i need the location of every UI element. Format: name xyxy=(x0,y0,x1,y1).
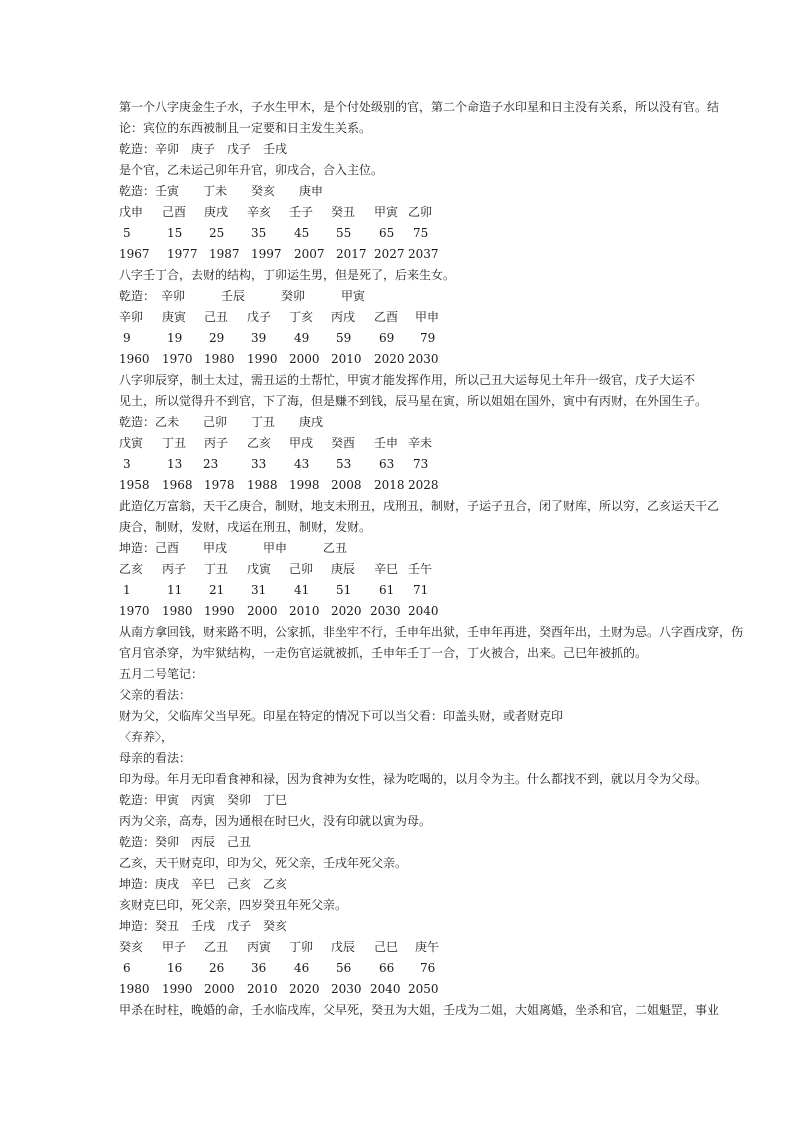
pillar-cell: 乙丑 xyxy=(204,940,229,954)
pillar-cell: 己酉 xyxy=(162,205,187,219)
year-cell: 1980 xyxy=(162,604,193,618)
text-line: 亥财克巳印，死父亲，四岁癸丑年死父亲。 xyxy=(119,898,348,912)
pillar-cell: 甲戌 xyxy=(289,436,314,450)
pillar-cell: 辛卯 xyxy=(119,310,144,324)
year-cell: 1978 xyxy=(204,478,235,492)
age-cell: 11 xyxy=(167,583,183,597)
text-line: 此造亿万富翁，天干乙庚合，制财，地支未刑丑，戌刑丑，制财，子运子丑合，闭了财库，所以穷，乙亥运天干乙 xyxy=(119,499,720,513)
age-cell: 66 xyxy=(379,961,395,975)
age-cell: 51 xyxy=(336,583,352,597)
chart-line: 乾造：乙未 己卯 丁丑 庚戌 xyxy=(119,415,324,429)
age-cell: 63 xyxy=(379,457,395,471)
pillar-cell: 乙酉 xyxy=(374,310,399,324)
text-line: 是个官，乙未运己卯年升官，卯戌合，合入主位。 xyxy=(119,163,384,177)
year-cell: 2037 xyxy=(408,247,439,261)
year-cell: 2028 xyxy=(408,478,439,492)
age-cell: 46 xyxy=(294,961,310,975)
pillar-cell: 壬申 xyxy=(374,436,399,450)
pillar-cell: 辛巳 xyxy=(374,562,399,576)
age-cell: 9 xyxy=(123,331,131,345)
text-line: 庚合，制财，发财，戌运在刑丑，制财，发财。 xyxy=(119,520,372,534)
chart-line: 乾造： 辛卯 壬辰 癸卯 甲寅 xyxy=(119,289,366,303)
text-line: 八字壬丁合，去财的结构，丁卯运生男，但是死了，后来生女。 xyxy=(119,268,456,282)
year-cell: 1990 xyxy=(162,982,193,996)
pillar-cell: 甲申 xyxy=(415,310,440,324)
age-cell: 29 xyxy=(209,331,225,345)
pillar-cell: 己丑 xyxy=(204,310,229,324)
year-cell: 1960 xyxy=(119,352,150,366)
pillar-cell: 戊寅 xyxy=(247,562,272,576)
year-cell: 1980 xyxy=(119,982,150,996)
pillar-cell: 壬子 xyxy=(289,205,314,219)
year-cell: 1970 xyxy=(119,604,150,618)
pillar-cell: 丙戌 xyxy=(331,310,356,324)
year-cell: 2020 xyxy=(374,352,405,366)
age-cell: 69 xyxy=(379,331,395,345)
pillar-cell: 壬午 xyxy=(408,562,433,576)
year-cell: 2017 xyxy=(336,247,367,261)
pillar-cell: 癸丑 xyxy=(331,205,356,219)
text-line: 财为父，父临库父当早死。印星在特定的情况下可以当父看：印盖头财，或者财克印 xyxy=(119,709,564,723)
pillar-cell: 戊寅 xyxy=(119,436,144,450)
year-cell: 1998 xyxy=(289,478,320,492)
year-cell: 2020 xyxy=(289,982,320,996)
chart-line: 坤造：庚戌 辛巳 己亥 乙亥 xyxy=(119,877,288,891)
pillar-cell: 丙子 xyxy=(162,562,187,576)
text-line: 甲杀在时柱，晚婚的命，壬水临戌库，父早死，癸丑为大姐，壬戌为二姐，大姐离婚，坐杀和官，二姐魁罡，事业 xyxy=(119,1003,720,1017)
year-cell: 2000 xyxy=(289,352,320,366)
age-cell: 35 xyxy=(251,226,267,240)
age-cell: 16 xyxy=(167,961,183,975)
year-cell: 2040 xyxy=(408,604,439,618)
pillar-cell: 戊辰 xyxy=(331,940,356,954)
section-heading: 母亲的看法： xyxy=(119,751,192,765)
age-cell: 3 xyxy=(123,457,131,471)
text-line: 见土，所以觉得升不到官，下了海，但是赚不到钱，辰马星在寅，所以姐姐在国外，寅中有丙财，在外国生子。 xyxy=(119,394,708,408)
age-cell: 71 xyxy=(413,583,429,597)
age-cell: 19 xyxy=(167,331,183,345)
text-line: 官月官杀穿，为牢狱结构，一走伤官运就被抓，壬申年壬丁一合，丁火被合，出来。己巳年被抓的。 xyxy=(119,646,648,660)
year-cell: 2010 xyxy=(247,982,278,996)
age-cell: 79 xyxy=(420,331,436,345)
age-cell: 55 xyxy=(336,226,352,240)
age-cell: 76 xyxy=(420,961,436,975)
age-cell: 31 xyxy=(251,583,267,597)
pillar-cell: 甲寅 xyxy=(374,205,399,219)
pillar-cell: 丁丑 xyxy=(204,562,229,576)
year-cell: 1980 xyxy=(204,352,235,366)
age-cell: 56 xyxy=(336,961,352,975)
year-cell: 1997 xyxy=(251,247,282,261)
age-cell: 43 xyxy=(294,457,310,471)
pillar-cell: 癸酉 xyxy=(331,436,356,450)
pillar-cell: 乙亥 xyxy=(119,562,144,576)
year-cell: 2050 xyxy=(408,982,439,996)
year-cell: 2018 xyxy=(374,478,405,492)
year-cell: 2008 xyxy=(331,478,362,492)
age-cell: 73 xyxy=(413,457,429,471)
pillar-cell: 戊子 xyxy=(247,310,272,324)
chart-line: 乾造：甲寅 丙寅 癸卯 丁巳 xyxy=(119,793,288,807)
pillar-cell: 辛未 xyxy=(408,436,433,450)
year-cell: 2020 xyxy=(331,604,362,618)
age-cell: 45 xyxy=(294,226,310,240)
age-cell: 41 xyxy=(294,583,310,597)
age-cell: 13 xyxy=(167,457,183,471)
year-cell: 2010 xyxy=(289,604,320,618)
year-cell: 1967 xyxy=(119,247,150,261)
year-cell: 1987 xyxy=(209,247,240,261)
year-cell: 1990 xyxy=(204,604,235,618)
pillar-cell: 丙子 xyxy=(204,436,229,450)
chart-line: 坤造：己酉 甲戌 甲申 乙丑 xyxy=(119,541,348,555)
section-heading: 五月二号笔记： xyxy=(119,667,204,681)
age-cell: 65 xyxy=(379,226,395,240)
year-cell: 2000 xyxy=(204,982,235,996)
pillar-cell: 丁卯 xyxy=(289,940,314,954)
year-cell: 2030 xyxy=(331,982,362,996)
chart-line: 乾造：壬寅 丁未 癸亥 庚申 xyxy=(119,184,324,198)
age-cell: 21 xyxy=(209,583,225,597)
text-line: 第一个八字庚金生子水，子水生甲木，是个付处级别的官，第二个命造子水印星和日主没有关系，所以没有官。结 xyxy=(119,100,720,114)
text-line: 八字卯辰穿，制土太过，需丑运的土帮忙，甲寅才能发挥作用，所以己丑大运每见土年升一级官，戊子大运不 xyxy=(119,373,696,387)
year-cell: 1968 xyxy=(162,478,193,492)
pillar-cell: 乙亥 xyxy=(247,436,272,450)
year-cell: 2030 xyxy=(370,604,401,618)
pillar-cell: 庚戌 xyxy=(204,205,229,219)
age-cell: 61 xyxy=(379,583,395,597)
pillar-cell: 丁丑 xyxy=(162,436,187,450)
age-cell: 49 xyxy=(294,331,310,345)
age-cell: 1 xyxy=(123,583,131,597)
age-cell: 53 xyxy=(336,457,352,471)
pillar-cell: 癸亥 xyxy=(119,940,144,954)
age-cell: 23 xyxy=(203,457,219,471)
pillar-cell: 己巳 xyxy=(374,940,399,954)
pillar-cell: 庚辰 xyxy=(331,562,356,576)
year-cell: 2030 xyxy=(408,352,439,366)
year-cell: 2040 xyxy=(370,982,401,996)
age-cell: 59 xyxy=(336,331,352,345)
text-line: 从南方拿回钱，财来路不明，公家抓，非坐牢不行，壬申年出狱，壬申年再进，癸酉年出，土财为忌。八字酉戌穿，伤 xyxy=(119,625,744,639)
pillar-cell: 戊申 xyxy=(119,205,144,219)
year-cell: 1958 xyxy=(119,478,150,492)
pillar-cell: 甲子 xyxy=(162,940,187,954)
year-cell: 1988 xyxy=(247,478,278,492)
age-cell: 36 xyxy=(251,961,267,975)
text-line: 论：宾位的东西被制且一定要和日主发生关系。 xyxy=(119,121,372,135)
age-cell: 25 xyxy=(209,226,225,240)
year-cell: 1970 xyxy=(162,352,193,366)
age-cell: 33 xyxy=(251,457,267,471)
pillar-cell: 丙寅 xyxy=(247,940,272,954)
text-line: 〈弃养〉， xyxy=(119,730,174,744)
age-cell: 26 xyxy=(209,961,225,975)
year-cell: 1990 xyxy=(247,352,278,366)
year-cell: 1977 xyxy=(167,247,198,261)
pillar-cell: 乙卯 xyxy=(408,205,433,219)
text-line: 印为母。年月无印看食神和禄，因为食神为女性，禄为吃喝的，以月令为主。什么都找不到，就以月令为父母。 xyxy=(119,772,708,786)
section-heading: 父亲的看法： xyxy=(119,688,192,702)
chart-line: 乾造：癸卯 丙辰 己丑 xyxy=(119,835,252,849)
age-cell: 75 xyxy=(413,226,429,240)
year-cell: 2027 xyxy=(374,247,405,261)
chart-line: 乾造：辛卯 庚子 戊子 壬戌 xyxy=(119,142,288,156)
year-cell: 2000 xyxy=(247,604,278,618)
age-cell: 5 xyxy=(123,226,131,240)
text-line: 乙亥，天干财克印，印为父，死父亲，壬戌年死父亲。 xyxy=(119,856,408,870)
age-cell: 6 xyxy=(123,961,131,975)
pillar-cell: 庚午 xyxy=(415,940,440,954)
pillar-cell: 辛亥 xyxy=(247,205,272,219)
year-cell: 2010 xyxy=(331,352,362,366)
pillar-cell: 己卯 xyxy=(289,562,314,576)
text-line: 丙为父亲，高寿，因为通根在时巳火，没有印就以寅为母。 xyxy=(119,814,432,828)
age-cell: 15 xyxy=(167,226,183,240)
age-cell: 39 xyxy=(251,331,267,345)
chart-line: 坤造：癸丑 壬戌 戊子 癸亥 xyxy=(119,919,288,933)
year-cell: 2007 xyxy=(294,247,325,261)
pillar-cell: 庚寅 xyxy=(162,310,187,324)
pillar-cell: 丁亥 xyxy=(289,310,314,324)
